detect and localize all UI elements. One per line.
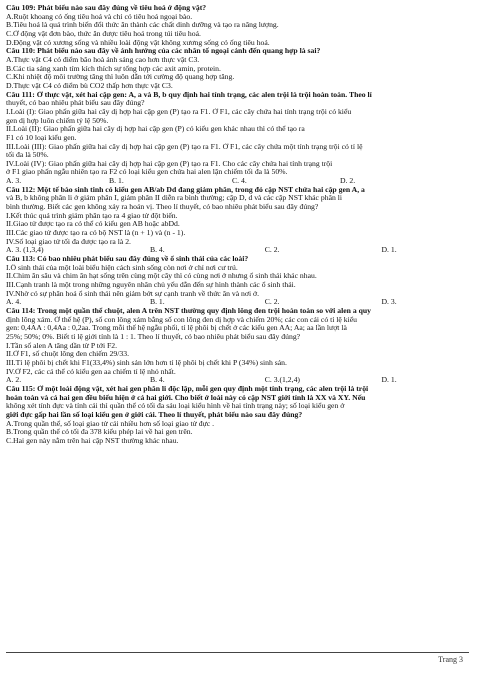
q115-option-b: B.Trong quần thể có tối đa 378 kiểu phép lai về hai gen trên. <box>6 428 193 437</box>
q114-statement-3: III.Tỉ lệ phôi bị chết khi F1(33,4%) sinh sản lớn hơn tỉ lệ phôi bị chết khi P (34%) sinh sản. <box>6 358 287 367</box>
q114-stem-cont-2: gen: 0,4AA : 0,4Aa : 0,2aa. Trong mỗi thế hệ ngẫu phối, tỉ lệ phôi bị chết ở các kiểu gen AA; Aa; aa lần lượt là <box>6 324 347 333</box>
q112-statement-4: IV.Số loại giao tử tối đa được tạo ra là 2. <box>6 237 131 246</box>
q114-stem-cont-1: định lông xám. Ở thế hệ (P), số con lông xám bằng số con lông đen dị hợp và chiếm 20%; các con cái có tỉ lệ kiểu <box>6 315 357 324</box>
q115-stem-cont-3: giới đực gấp hai lần số loại kiểu gen ở giới cái. Theo lí thuyết, phát biểu nào sau đây đúng? <box>6 410 303 419</box>
q113-option-d: D. 3. <box>381 297 397 307</box>
q111-option-c: C. 4. <box>232 176 247 186</box>
q111-statement-1: I.Loài (I): Giao phấn giữa hai cây dị hợp hai cặp gen (P) tạo ra F1. Ở F1, các cây chứa hai tính trạng trội có kiểu <box>6 107 352 116</box>
q112-statement-3: III.Các giao tử được tạo ra có bộ NST là (n + 1) và (n - 1). <box>6 229 186 238</box>
q111-statement-2: II.Loài (II): Giao phấn giữa hai cây dị hợp hai cặp gen (P) có kiểu gen khác nhau thì có thể tạo ra <box>6 125 305 134</box>
q113-options <box>6 298 469 307</box>
q113-statement-4: IV.Nhờ có sự phân hoá ổ sinh thái nên giảm bớt sự cạnh tranh về thức ăn và nơi ở. <box>6 289 259 298</box>
q111-statement-4-cont: ở F1 giao phấn ngẫu nhiên tạo ra F2 có loại kiểu gen chứa hai alen lặn chiếm tối đa là 50%. <box>6 168 288 177</box>
page-number: Trang 3 <box>438 655 463 664</box>
q111-statement-4: IV.Loài (IV): Giao phấn giữa hai cây dị hợp hai cặp gen (P) tạo ra F1. Cho các cây chứa hai tính trạng trội <box>6 159 333 168</box>
q112-option-b: B. 4. <box>149 245 165 255</box>
q112-option-d: D. 1. <box>381 245 397 255</box>
q111-statement-3-cont: tối đa là 50%. <box>6 151 49 160</box>
q113-statement-3: III.Cạnh tranh là một trong những nguyên nhân chủ yếu dẫn đến sự hình thành các ổ sinh thái. <box>6 281 296 289</box>
q109-option-c: C.Ở động vật đơn bào, thức ăn được tiêu hoá trong túi tiêu hoá. <box>6 29 201 38</box>
q112-stem-cont-2: bình thường. Biết các gen không xảy ra hoán vị. Theo lí thuyết, có bao nhiêu phát biểu sau đây đúng? <box>6 203 319 212</box>
q114-statement-4: IV.Ở F2, các cá thể có kiểu gen aa chiếm tỉ lệ nhỏ nhất. <box>6 367 176 376</box>
q110-option-b: B.Các tia sáng xanh tím kích thích sự tổng hợp các axit amin, protein. <box>6 64 221 73</box>
q112-statement-1: I.Kết thúc quá trình giảm phân tạo ra 4 giao tử đột biến. <box>6 211 178 220</box>
q112-stem: Câu 112: Một tế bào sinh tinh có kiểu gen AB/ab Dd đang giảm phân, trong đó cặp NST chứa hai cặp gen A, a <box>6 185 365 194</box>
q114-stem: Câu 114: Trong một quần thể chuột, alen A trên NST thường quy định lông đen trội hoàn toàn so với alen a quy <box>6 306 371 315</box>
q114-option-b: B. 4. <box>149 375 165 385</box>
q111-statement-1-cont: gen dị hợp luôn chiếm tỷ lệ 50%. <box>6 116 109 125</box>
q109-option-b: B.Tiêu hoá là quá trình biến đổi thức ăn thành các chất dinh dưỡng và tạo ra năng lượng. <box>6 21 279 30</box>
q113-stem: Câu 113: Có bao nhiêu phát biểu sau đây đúng về ổ sinh thái của các loài? <box>6 255 249 264</box>
q114-stem-cont-3: 25%; 50%; 0%. Biết tỉ lệ giới tính là 1 : 1. Theo lí thuyết, có bao nhiêu phát biểu sau đây đúng? <box>6 332 301 341</box>
q111-stem: Câu 111: Ở thực vật, xét hai cặp gen: A, a và B, b quy định hai tính trạng, các alen trội là trội hoàn toàn. Theo lí <box>6 90 372 99</box>
q115-stem-cont-2: không xét tính đực và tính cái thì quần thể có tối đa sáu loại kiểu hình về hai tính trạng này; số loại kiểu gen ở <box>6 402 345 411</box>
q115-stem-cont-1: hoàn toàn và cả hai gen đều biểu hiện ở cả hai giới. Cho biết ở loài này có cặp NST giới tính là XX và XY. Nếu <box>6 393 366 402</box>
q113-option-c: C. 2. <box>264 297 280 307</box>
q110-option-a: A.Thực vật C4 có điểm bão hoà ánh sáng cao hơn thực vật C3. <box>6 55 200 64</box>
q114-option-c: C. 3.(1,2,4) <box>264 375 300 385</box>
q111-statement-3: III.Loài (III): Giao phấn giữa hai cây dị hợp hai cặp gen (P) tạo ra F1. Ở F1, các cây chứa một tính trạng trội có tỉ lệ <box>6 142 363 151</box>
q113-option-a: A. 4. <box>6 297 22 307</box>
q113-option-b: B. 1. <box>149 297 165 307</box>
q114-statement-2: II.Ở F1, số chuột lông đen chiếm 29/33. <box>6 350 129 359</box>
q111-options <box>6 177 469 186</box>
q109-option-d: D.Động vật có xương sống và nhiều loài động vật không xương sống có ống tiêu hoá. <box>6 38 270 47</box>
q112-option-c: C. 2. <box>264 245 280 255</box>
q114-options <box>6 376 469 385</box>
q109-option-a: A.Ruột khoang có ống tiêu hoá và chỉ có tiêu hoá ngoại bào. <box>6 12 193 21</box>
q110-option-d: D.Thực vật C4 có điểm bù CO2 thấp hơn thực vật C3. <box>6 81 173 90</box>
q111-stem-cont: thuyết, có bao nhiêu phát biểu sau đây đúng? <box>6 99 145 108</box>
q114-option-a: A. 2. <box>6 375 22 385</box>
q109-stem: Câu 109: Phát biểu nào sau đây đúng về tiêu hoá ở động vật? <box>6 4 207 12</box>
q115-stem: Câu 115: Ở một loài động vật, xét hai gen phân li độc lập, mỗi gen quy định một tính trạng, các alen trội là trội <box>6 384 369 393</box>
q115-option-a: A.Trong quần thể, số loại giao tử cái nhiều hơn số loại giao tử đực . <box>6 419 215 428</box>
footer-rule <box>6 652 469 653</box>
q114-statement-1: I.Tần số alen A tăng dần từ P tới F2. <box>6 341 118 350</box>
q112-options <box>6 246 469 255</box>
q110-option-c: C.Khi nhiệt độ môi trường tăng thì luôn dẫn tới cường độ quang hợp tăng. <box>6 73 235 82</box>
q111-option-d: D. 2. <box>340 176 356 186</box>
q115-option-c: C.Hai gen này nằm trên hai cặp NST thường khác nhau. <box>6 436 179 445</box>
q113-statement-2: II.Chim ăn sâu và chim ăn hạt sống trên cùng một cây thì có cùng nơi ở nhưng ổ sinh thái khác nhau. <box>6 272 317 281</box>
q111-option-a: A. 3. <box>6 176 22 186</box>
q112-statement-2: II.Giao tử được tạo ra có thể có kiểu gen AB hoặc abDd. <box>6 220 180 229</box>
q114-option-d: D. 1. <box>381 375 397 385</box>
q110-stem: Câu 110: Phát biểu nào sau đây về ảnh hưởng của các nhân tố ngoại cảnh đến quang hợp là sai? <box>6 47 321 56</box>
q111-statement-2-cont: F1 có 10 loại kiểu gen. <box>6 133 77 142</box>
q112-stem-cont-1: và B, b không phân li ở giảm phân I, giảm phân II diễn ra bình thường; cặp D, d và các cặp NST khác phân li <box>6 194 343 203</box>
q111-option-b: B. 1. <box>109 176 124 186</box>
q113-statement-1: I.Ổ sinh thái của một loài biểu hiện cách sinh sống còn nơi ở chỉ nơi cư trú. <box>6 263 238 272</box>
q112-option-a: A. 3. (1,3,4) <box>6 245 44 255</box>
